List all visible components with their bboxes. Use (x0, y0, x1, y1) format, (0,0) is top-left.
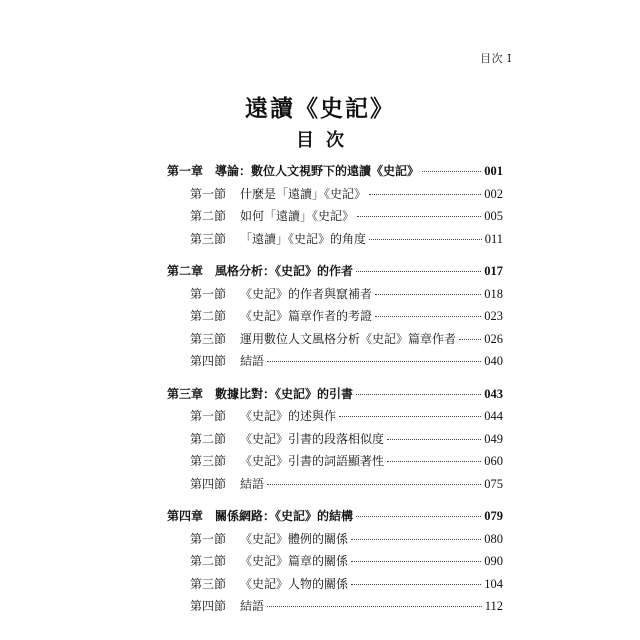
dot-leader (351, 583, 481, 585)
chapter-label: 第二章 (167, 264, 204, 278)
dot-leader (357, 215, 481, 217)
toc-chapter (167, 160, 503, 250)
book-title: 遠讀《史記》 (245, 95, 395, 122)
chapter-entry[interactable] (167, 383, 503, 406)
section-label: 第三節 (190, 576, 227, 591)
section-title: 「遠讀」《史記》的角度 (240, 231, 367, 246)
chapter-label: 第四章 (167, 509, 204, 523)
section-entry[interactable] (167, 228, 503, 251)
running-head: 目次 I (480, 52, 512, 65)
section-label: 第一節 (190, 409, 227, 423)
section-entry[interactable] (167, 283, 503, 306)
section-page: 049 (484, 431, 503, 446)
section-label: 第一節 (190, 286, 227, 301)
dot-leader (387, 438, 481, 440)
chapter-page: 017 (484, 264, 503, 278)
chapter-title: 關係網路：《史記》的結構 (215, 509, 354, 523)
dot-leader (339, 415, 481, 417)
toc-heading: 目次 (296, 130, 356, 151)
section-label: 第三節 (190, 331, 227, 346)
section-page: 002 (484, 186, 503, 201)
dot-leader (375, 293, 481, 295)
section-entry[interactable] (167, 405, 503, 428)
section-page: 060 (484, 454, 503, 468)
section-label: 第一節 (190, 531, 227, 546)
section-label: 第四節 (190, 476, 227, 491)
chapter-title: 導論：數位人文視野下的遠讀《史記》 (215, 164, 420, 178)
section-page: 075 (484, 476, 503, 491)
dot-leader (387, 460, 481, 462)
chapter-label: 第一章 (167, 164, 204, 178)
section-title: 《史記》體例的關係 (240, 531, 349, 546)
chapter-label: 第三章 (167, 386, 204, 401)
table-of-contents (167, 160, 503, 628)
dot-leader (267, 360, 481, 362)
dot-leader (356, 270, 481, 272)
section-title: 《史記》篇章的關係 (240, 554, 349, 568)
section-page: 005 (484, 209, 503, 223)
section-label: 第四節 (190, 599, 227, 613)
section-title: 運用數位人文風格分析《史記》篇章作者 (240, 331, 457, 346)
dot-leader (356, 393, 481, 395)
section-page: 090 (484, 554, 503, 568)
section-title: 結語 (240, 354, 265, 368)
section-entry[interactable] (167, 573, 503, 596)
section-title: 結語 (240, 476, 265, 491)
section-entry[interactable] (167, 450, 503, 473)
section-page: 023 (484, 309, 503, 323)
chapter-entry[interactable] (167, 160, 503, 183)
dot-leader (369, 193, 481, 195)
section-entry[interactable] (167, 428, 503, 451)
section-title: 《史記》引書的段落相似度 (240, 431, 385, 446)
section-entry[interactable] (167, 205, 503, 228)
chapter-page: 043 (484, 386, 503, 401)
chapter-page: 079 (484, 509, 503, 523)
section-page: 040 (484, 354, 503, 368)
section-page: 112 (484, 599, 503, 613)
section-entry[interactable] (167, 528, 503, 551)
section-title: 如何「遠讀」《史記》 (240, 209, 355, 223)
dot-leader (267, 483, 481, 485)
section-entry[interactable] (167, 473, 503, 496)
section-label: 第三節 (190, 231, 227, 246)
dot-leader (369, 238, 482, 240)
dot-leader (351, 560, 481, 562)
section-page: 104 (484, 576, 503, 591)
section-title: 《史記》的作者與竄補者 (240, 286, 373, 301)
section-entry[interactable] (167, 328, 503, 351)
section-title: 《史記》引書的詞語顯著性 (240, 454, 385, 468)
section-entry[interactable] (167, 183, 503, 206)
section-label: 第一節 (190, 186, 227, 201)
section-title: 什麼是「遠讀」《史記》 (240, 186, 367, 201)
dot-leader (375, 315, 481, 317)
section-title: 《史記》篇章作者的考證 (240, 309, 373, 323)
section-label: 第二節 (190, 209, 227, 223)
section-page: 080 (484, 531, 503, 546)
section-entry[interactable] (167, 305, 503, 328)
section-title: 《史記》的述與作 (240, 409, 337, 423)
chapter-title: 風格分析：《史記》的作者 (215, 264, 354, 278)
section-label: 第四節 (190, 354, 227, 368)
section-entry[interactable] (167, 350, 503, 373)
dot-leader (267, 605, 482, 607)
chapter-title: 數據比對：《史記》的引書 (215, 386, 354, 401)
section-page: 018 (484, 286, 503, 301)
toc-chapter (167, 505, 503, 618)
dot-leader (351, 538, 481, 540)
toc-chapter (167, 383, 503, 496)
chapter-entry[interactable] (167, 505, 503, 528)
dot-leader (422, 170, 481, 172)
section-label: 第二節 (190, 554, 227, 568)
section-entry[interactable] (167, 550, 503, 573)
section-label: 第二節 (190, 431, 227, 446)
section-label: 第三節 (190, 454, 227, 468)
section-page: 011 (484, 231, 503, 246)
dot-leader (356, 515, 481, 517)
chapter-page: 001 (484, 164, 503, 178)
section-entry[interactable] (167, 595, 503, 618)
section-title: 《史記》人物的關係 (240, 576, 349, 591)
section-page: 026 (484, 331, 503, 346)
toc-chapter (167, 260, 503, 373)
dot-leader (459, 338, 481, 340)
chapter-entry[interactable] (167, 260, 503, 283)
section-title: 結語 (240, 599, 265, 613)
section-page: 044 (484, 409, 503, 423)
section-label: 第二節 (190, 309, 227, 323)
